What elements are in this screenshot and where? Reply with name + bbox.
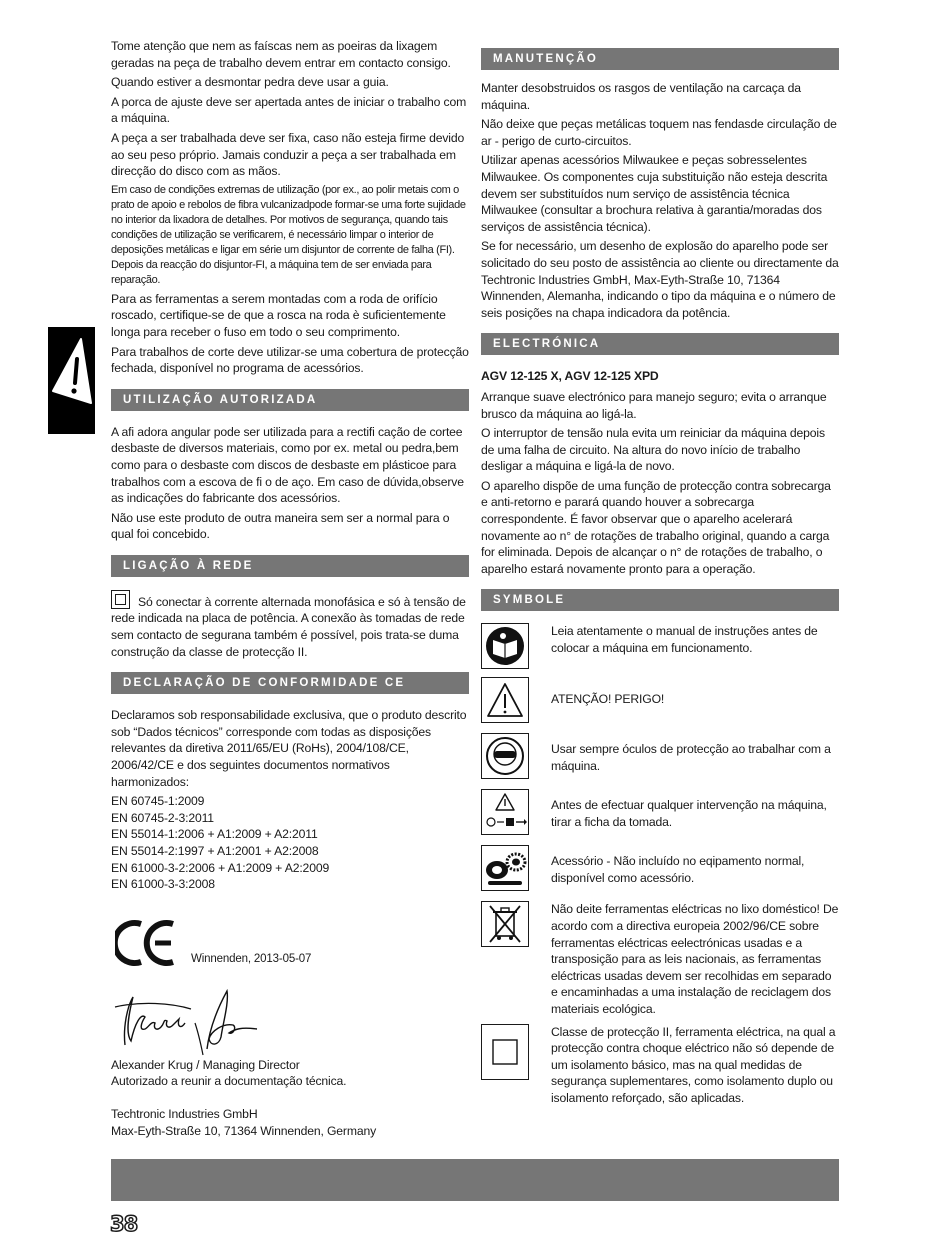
warning-triangle-icon [51, 335, 93, 407]
symbol-text: Leia atentamente o manual de instruções antes de colocar a máquina em funcionamento. [551, 624, 818, 656]
standard-item: EN 60745-2-3:2011 [111, 810, 214, 825]
symbol-text: Usar sempre óculos de protecção ao trabalhar com a máquina. [551, 742, 831, 774]
symbol-row [481, 1024, 839, 1107]
symbol-row [481, 733, 839, 783]
place-date: Winnenden, 2013-05-07 [191, 952, 312, 965]
unplug-icon [481, 789, 529, 835]
class-ii-icon [481, 1024, 529, 1080]
accessory-icon [481, 845, 529, 891]
symbol-row [481, 901, 839, 1017]
ce-mark-icon [115, 919, 177, 967]
standard-item: EN 55014-2:1997 + A1:2001 + A2:2008 [111, 844, 319, 858]
safety-goggles-icon [481, 733, 529, 779]
intro-paragraph: A porca de ajuste deve ser apertada antes de iniciar o trabalho com a máquina. [111, 94, 467, 126]
side-warning-tab [48, 327, 95, 434]
symbol-text: Não deite ferramentas eléctricas no lixo doméstico! De acordo com a directiva europeia 2002/96/CE sobre ferramentas eléctricas eelectrónicas usadas e a transposição para as leis nacionais, as ferramentas eléctricas usadas devem ser recolhidas em separado e encaminhadas a uma instalação de reciclagem dos materiais ecológica. [551, 902, 839, 1016]
declaracao-paragraph: Declaramos sob responsabilidade exclusiva, que o produto descrito sob “Dados técnicos” corresponde com todas as disposições relevantes da diretiva 2011/65/EU (RoHs), 2004/108/CE, 2006/42/CE e dos seguintes documentos normativos harmonizados: [111, 708, 467, 789]
signatory-role: Autorizado a reunir a documentação técnica. [111, 1074, 347, 1089]
ce-mark-row [111, 919, 469, 973]
manutencao-paragraph: Se for necessário, um desenho de explosão do aparelho pode ser solicitado do seu posto de assistência ao cliente ou directamente da Techtronic Industries GmbH, Max-Eyth-Straße 10, 71364 Winnenden, Alemanha, indicando o tipo da máquina e o número de seis posições na chapa indicadora da potência. [481, 239, 839, 320]
read-manual-icon [481, 623, 529, 669]
ligacao-text: Só conectar à corrente alternada monofásica e só à tensão de rede indicada na placa de potência. A conexão às tomadas de rede sem contacto de segurana também é possível, pois trata-se duma construção da classe de protecção II. [111, 594, 466, 659]
utilizacao-paragraph: A afi adora angular pode ser utilizada para a rectifi cação de cortee desbaste de diversos materiais, como por ex. metal ou pedra,bem como para o desbaste com discos de desbaste em plásticoe para trabalhos com a escova de fi o de aço. Em caso de dúvida,observe as indicações do fabricante dos acessórios. [111, 424, 464, 506]
company-address: Max-Eyth-Straße 10, 71364 Winnenden, Germany [111, 1123, 377, 1138]
electronica-models: AGV 12-125 X, AGV 12-125 XPD [481, 369, 659, 384]
weee-bin-icon [481, 901, 529, 947]
ligacao-paragraph [111, 590, 469, 660]
electronica-paragraph: O interruptor de tensão nula evita um reiniciar da máquina depois de uma falha de circuito. Na altura do novo início de trabalho desligar a máquina e ligá-la de novo. [481, 426, 825, 474]
intro-paragraph: Para trabalhos de corte deve utilizar-se uma cobertura de protecção fechada, disponível no programa de acessórios. [111, 344, 469, 376]
symbol-text: Acessório - Não incluído no eqipamento normal, disponível como acessório. [551, 854, 805, 886]
manutencao-paragraph: Utilizar apenas acessórios Milwaukee e peças sobresselentes Milwaukee. Os componentes cuja substituição não esteja descrita devem ser substituídos num serviço de assistência técnica Milwaukee (consultar a brochura relativa à garantia/moradas dos serviços de assistência técnica). [481, 153, 828, 234]
intro-paragraph: A peça a ser trabalhada deve ser fixa, caso não esteja firme devido ao seu peso próprio. Jamais conduzir a peça a ser trabalhada em direcção do disco com as mãos. [111, 130, 465, 179]
intro-paragraph: Tome atenção que nem as faíscas nem as poeiras da lixagem geradas na peça de trabalho devem entrar em contacto consigo. [111, 39, 451, 70]
intro-paragraph: Quando estiver a desmontar pedra deve usar a guia. [111, 75, 389, 90]
signatory-name: Alexander Krug / Managing Director [111, 1057, 300, 1072]
standards-list [111, 793, 469, 893]
section-heading-symbole: SYMBOLE [481, 589, 839, 611]
intro-paragraph: Em caso de condições extremas de utilização (por ex., ao polir metais com o prato de apoio e rebolos de fibra vulcanizadpode formar-se uma forte sujidade no interior da lixadora de detalhes. Por motivos de segurança, quando tais condições de utilização se verificarem, é necessário limpar o interior de deposições metálicas e ligar em série um disjuntor de corrente de falha (FI). Depois da reacção do disjuntor-FI, a máquina tem de ser enviada para reparação. [111, 183, 466, 286]
left-column [111, 38, 469, 1139]
class-ii-icon [111, 590, 130, 609]
standard-item: EN 60745-1:2009 [111, 794, 205, 809]
standard-item: EN 61000-3-3:2008 [111, 877, 215, 892]
manutencao-paragraph: Manter desobstruidos os rasgos de ventilação na carcaça da máquina. [481, 81, 801, 112]
symbol-row [481, 677, 839, 727]
electronica-paragraph: O aparelho dispõe de uma função de protecção contra sobrecarga e anti-retorno e parará quando houver a sobrecarga correspondente. É favor observar que o aparelho acelerará novamente ao n° de rotações de trabalho original, quando a carga for eliminada. Depois de alcançar o n° de rotações de trabalho, o aparelho estará novamente pronto para a operação. [481, 478, 831, 576]
page-number: 38 [110, 1212, 138, 1236]
symbol-row [481, 623, 839, 671]
company-name: Techtronic Industries GmbH [111, 1106, 258, 1121]
symbol-row [481, 789, 839, 839]
section-heading-declaracao: DECLARAÇÃO DE CONFORMIDADE CE [111, 672, 469, 694]
footer-bar [111, 1159, 839, 1201]
right-column [481, 48, 839, 1113]
intro-paragraph: Para as ferramentas a serem montadas com a roda de orifício roscado, certifique-se de que a rosca na roda è suficientemente longa para receber o fuso em todo o seu comprimento. [111, 291, 446, 339]
electronica-paragraph: Arranque suave electrónico para manejo seguro; evita o arranque brusco da máquina ao ligá-la. [481, 389, 827, 421]
section-heading-electronica: ELECTRÓNICA [481, 333, 839, 355]
manutencao-paragraph: Não deixe que peças metálicas toquem nas fendasde circulação de ar - perigo de curto-circuitos. [481, 117, 837, 148]
utilizacao-paragraph: Não use este produto de outra maneira sem ser a normal para o qual foi concebido. [111, 510, 450, 542]
symbol-text: Antes de efectuar qualquer intervenção na máquina, tirar a ficha da tomada. [551, 798, 827, 830]
standard-item: EN 61000-3-2:2006 + A1:2009 + A2:2009 [111, 860, 330, 875]
section-heading-ligacao: LIGAÇÃO À REDE [111, 555, 469, 577]
section-heading-utilizacao: UTILIZAÇÃO AUTORIZADA [111, 389, 469, 411]
symbol-text: ATENÇÃO! PERIGO! [551, 692, 665, 707]
standard-item: EN 55014-1:2006 + A1:2009 + A2:2011 [111, 827, 318, 842]
signature-image [111, 983, 271, 1057]
warning-icon [481, 677, 529, 723]
signature [111, 983, 469, 1057]
section-heading-manutencao: MANUTENÇÃO [481, 48, 839, 70]
symbol-text: Classe de protecção II, ferramenta eléctrica, na qual a protecção contra choque eléctrico não só depende de um isolamento básico, mas na qual medidas de segurança suplementares, como isolamento duplo ou isolamento reforçado, são aplicadas. [551, 1024, 836, 1105]
symbol-row [481, 845, 839, 895]
